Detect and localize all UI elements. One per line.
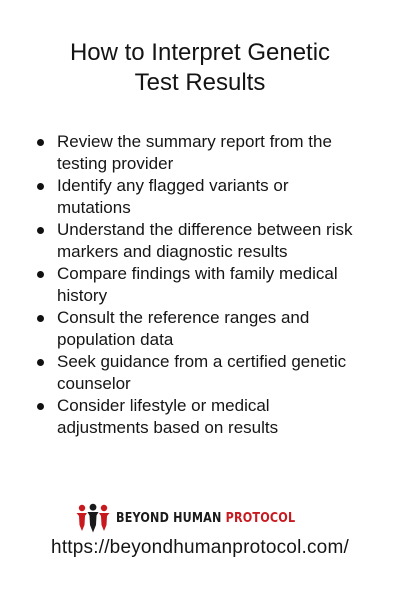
list-item: [30, 131, 375, 175]
bullet-icon: [37, 315, 44, 322]
list-item: [30, 395, 375, 439]
list-item-line-1: Compare findings with family medical: [57, 264, 338, 283]
list-item: [30, 307, 375, 351]
bullet-icon: [37, 227, 44, 234]
list-item: [30, 263, 375, 307]
bullet-icon: [37, 359, 44, 366]
list-item-line-1: Understand the difference between risk: [57, 220, 353, 239]
website-url[interactable]: https://beyondhumanprotocol.com/: [51, 537, 349, 558]
bullet-icon: [37, 183, 44, 190]
title-line-1: How to Interpret Genetic: [69, 39, 331, 66]
list-item-line-2: mutations: [57, 198, 131, 217]
list-item-line-2: history: [57, 286, 108, 305]
list-item-line-2: counselor: [57, 374, 131, 393]
list-item-line-1: Seek guidance from a certified genetic: [57, 352, 347, 371]
bullet-icon: [37, 403, 44, 410]
three-figures-logo-icon: [76, 503, 110, 533]
title-line-2: Test Results: [134, 69, 266, 96]
brand-name-part-2: PROTOCOL: [225, 510, 296, 526]
page-title: [0, 38, 400, 98]
bullet-icon: [37, 271, 44, 278]
list-item-line-2: markers and diagnostic results: [57, 242, 288, 261]
list-item-line-2: adjustments based on results: [57, 418, 279, 437]
brand-name-part-1: BEYOND HUMAN: [115, 510, 222, 526]
list-item-line-1: Review the summary report from the: [57, 132, 332, 151]
list-item: [30, 351, 375, 395]
list-item: [30, 219, 375, 263]
list-item-line-2: testing provider: [57, 154, 174, 173]
brand-logo: [0, 503, 400, 533]
list-item-line-1: Consult the reference ranges and: [57, 308, 310, 327]
brand-name: [116, 511, 295, 526]
list-item-line-1: Identify any flagged variants or: [57, 176, 289, 195]
list-item-line-2: population data: [57, 330, 174, 349]
steps-list: [30, 131, 375, 439]
list-item-line-1: Consider lifestyle or medical: [57, 396, 270, 415]
list-item: [30, 175, 375, 219]
bullet-icon: [37, 139, 44, 146]
